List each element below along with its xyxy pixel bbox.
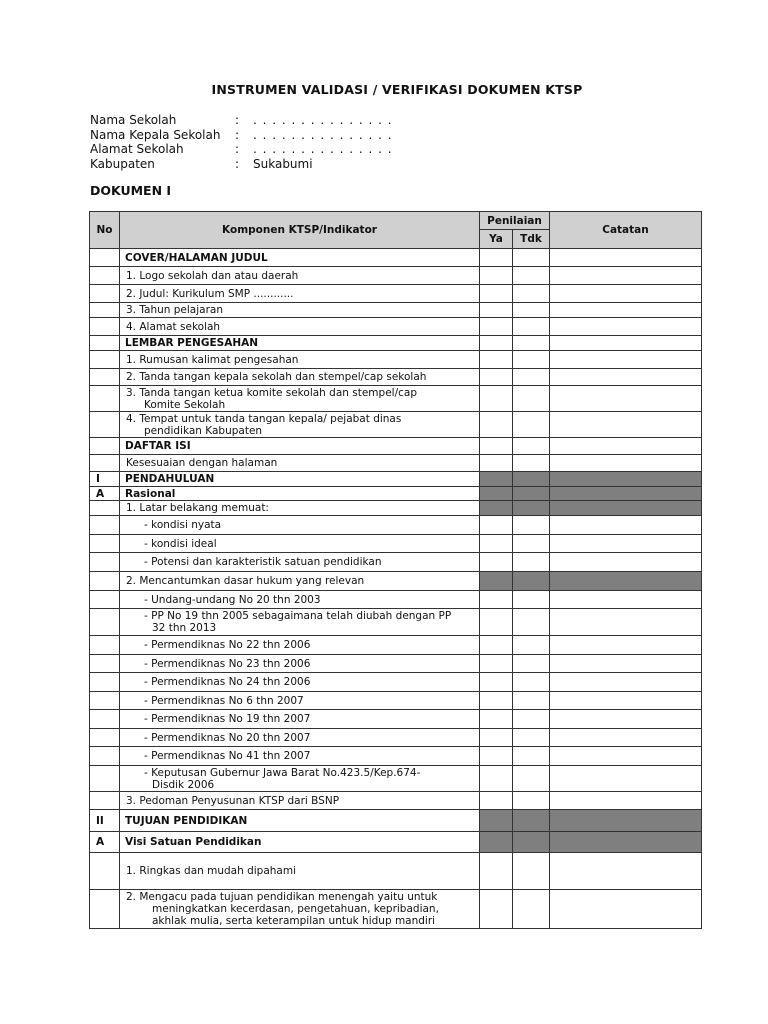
row-number — [90, 267, 120, 285]
indicator-cell — [120, 267, 480, 285]
indicator-text: 4. Alamat sekolah — [126, 320, 221, 333]
ya-cell[interactable] — [480, 351, 513, 369]
catatan-cell[interactable] — [550, 303, 702, 318]
ya-cell[interactable] — [480, 591, 513, 609]
table-row — [90, 853, 702, 890]
table-row — [90, 386, 702, 412]
row-number: I — [90, 472, 120, 487]
table-row — [90, 572, 702, 591]
indicator-text: - Potensi dan karakteristik satuan pendidikan — [144, 556, 382, 568]
table-row — [90, 303, 702, 318]
row-number: A — [90, 487, 120, 501]
row-number — [90, 692, 120, 710]
tdk-cell[interactable] — [513, 249, 550, 267]
row-number — [90, 516, 120, 535]
catatan-cell[interactable] — [550, 438, 702, 455]
indicator-cell — [120, 438, 480, 455]
row-number: II — [90, 810, 120, 832]
ya-cell[interactable] — [480, 472, 513, 487]
tdk-cell[interactable] — [513, 303, 550, 318]
row-number — [90, 655, 120, 673]
catatan-cell[interactable] — [550, 535, 702, 553]
table-row — [90, 249, 702, 267]
row-number — [90, 336, 120, 351]
indicator-text: 2. Tanda tangan kepala sekolah dan stempel/cap sekolah — [126, 371, 427, 383]
table-row — [90, 336, 702, 351]
catatan-cell[interactable] — [550, 285, 702, 303]
ya-cell[interactable] — [480, 832, 513, 853]
tdk-cell[interactable] — [513, 792, 550, 810]
ya-cell[interactable] — [480, 336, 513, 351]
table-row — [90, 285, 702, 303]
table-row — [90, 369, 702, 386]
indicator-text: - Permendiknas No 22 thn 2006 — [144, 639, 311, 651]
indicator-text: 3. Tahun pelajaran — [126, 304, 224, 316]
table-row — [90, 692, 702, 710]
tdk-cell[interactable] — [513, 535, 550, 553]
info-colon: : — [235, 156, 240, 171]
ya-cell[interactable] — [480, 747, 513, 766]
row-number — [90, 438, 120, 455]
row-number — [90, 792, 120, 810]
tdk-cell[interactable] — [513, 692, 550, 710]
indicator-text: akhlak mulia, serta keterampilan untuk hidup mandiri — [152, 915, 436, 927]
indicator-cell — [120, 890, 480, 929]
catatan-cell[interactable] — [550, 369, 702, 386]
row-number — [90, 535, 120, 553]
table-row — [90, 890, 702, 929]
row-number — [90, 303, 120, 318]
tdk-cell[interactable] — [513, 890, 550, 929]
row-number — [90, 249, 120, 267]
indicator-cell — [120, 249, 480, 267]
tdk-cell[interactable] — [513, 267, 550, 285]
tdk-cell[interactable] — [513, 747, 550, 766]
ya-cell[interactable] — [480, 572, 513, 591]
indicator-text: - kondisi nyata — [144, 519, 222, 531]
table-row — [90, 318, 702, 336]
row-number: A — [90, 832, 120, 853]
ya-cell[interactable] — [480, 729, 513, 747]
catatan-cell[interactable] — [550, 747, 702, 766]
catatan-cell[interactable] — [550, 792, 702, 810]
indicator-cell — [120, 729, 480, 747]
table-row — [90, 438, 702, 455]
ya-cell[interactable] — [480, 655, 513, 673]
catatan-cell[interactable] — [550, 710, 702, 729]
indicator-cell — [120, 710, 480, 729]
indicator-cell — [120, 369, 480, 386]
table-row — [90, 655, 702, 673]
table-row — [90, 487, 702, 501]
catatan-cell[interactable] — [550, 655, 702, 673]
tdk-cell[interactable] — [513, 386, 550, 412]
tdk-cell[interactable] — [513, 285, 550, 303]
tdk-cell[interactable] — [513, 766, 550, 792]
indicator-text: 1. Latar belakang memuat: — [126, 502, 269, 514]
catatan-cell[interactable] — [550, 516, 702, 535]
info-row — [90, 113, 393, 128]
indicator-cell — [120, 673, 480, 692]
tdk-cell[interactable] — [513, 472, 550, 487]
info-colon: : — [235, 127, 240, 142]
indicator-text: Visi Satuan Pendidikan — [125, 836, 262, 848]
indicator-cell — [120, 609, 480, 636]
row-number — [90, 853, 120, 890]
header-no: No — [90, 212, 120, 249]
indicator-cell — [120, 853, 480, 890]
indicator-text: - Permendiknas No 23 thn 2006 — [144, 657, 311, 670]
ya-cell[interactable] — [480, 853, 513, 890]
indicator-cell — [120, 516, 480, 535]
indicator-cell — [120, 553, 480, 572]
catatan-cell[interactable] — [550, 609, 702, 636]
catatan-cell[interactable] — [550, 729, 702, 747]
table-row — [90, 501, 702, 516]
indicator-text: - Permendiknas No 20 thn 2007 — [144, 731, 311, 744]
tdk-cell[interactable] — [513, 487, 550, 501]
header-ya: Ya — [480, 230, 513, 249]
ya-cell[interactable] — [480, 285, 513, 303]
info-label: Kabupaten — [90, 156, 155, 171]
indicator-text: - Permendiknas No 19 thn 2007 — [144, 713, 311, 725]
tdk-cell[interactable] — [513, 369, 550, 386]
tdk-cell[interactable] — [513, 318, 550, 336]
info-value: . . . . . . . . . . . . . . . — [253, 113, 393, 127]
indicator-cell — [120, 285, 480, 303]
indicator-cell — [120, 303, 480, 318]
tdk-cell[interactable] — [513, 710, 550, 729]
table-row — [90, 535, 702, 553]
ya-cell[interactable] — [480, 535, 513, 553]
indicator-text: 2. Mencantumkan dasar hukum yang relevan — [126, 575, 365, 587]
indicator-text: 2. Judul: Kurikulum SMP ............ — [126, 287, 294, 300]
ya-cell[interactable] — [480, 673, 513, 692]
row-number — [90, 710, 120, 729]
tdk-cell[interactable] — [513, 729, 550, 747]
indicator-text: - PP No 19 thn 2005 sebagaimana telah diubah dengan PP — [144, 610, 452, 622]
ya-cell[interactable] — [480, 553, 513, 572]
table-row — [90, 673, 702, 692]
indicator-cell — [120, 810, 480, 832]
info-colon: : — [235, 113, 240, 127]
indicator-cell — [120, 747, 480, 766]
tdk-cell[interactable] — [513, 655, 550, 673]
indicator-cell — [120, 501, 480, 516]
tdk-cell[interactable] — [513, 412, 550, 438]
catatan-cell[interactable] — [550, 455, 702, 472]
catatan-cell[interactable] — [550, 472, 702, 487]
indicator-cell — [120, 591, 480, 609]
indicator-cell — [120, 792, 480, 810]
header-catatan: Catatan — [550, 212, 702, 249]
indicator-cell — [120, 655, 480, 673]
catatan-cell[interactable] — [550, 853, 702, 890]
indicator-cell — [120, 572, 480, 591]
ya-cell[interactable] — [480, 267, 513, 285]
tdk-cell[interactable] — [513, 832, 550, 853]
ya-cell[interactable] — [480, 455, 513, 472]
row-number — [90, 609, 120, 636]
row-number — [90, 553, 120, 572]
indicator-text: 3. Tanda tangan ketua komite sekolah dan stempel/cap — [126, 386, 417, 399]
indicator-text: - Undang-undang No 20 thn 2003 — [144, 593, 321, 606]
indicator-text: 1. Ringkas dan mudah dipahami — [126, 865, 297, 877]
ya-cell[interactable] — [480, 766, 513, 792]
tdk-cell[interactable] — [513, 438, 550, 455]
ya-cell[interactable] — [480, 412, 513, 438]
table-row — [90, 553, 702, 572]
row-number — [90, 729, 120, 747]
table-row — [90, 832, 702, 853]
school-info-block — [90, 113, 393, 171]
tdk-cell[interactable] — [513, 609, 550, 636]
row-number — [90, 412, 120, 438]
table-row — [90, 472, 702, 487]
catatan-cell[interactable] — [550, 386, 702, 412]
tdk-cell[interactable] — [513, 591, 550, 609]
header-tdk: Tdk — [513, 230, 550, 249]
table-row — [90, 766, 702, 792]
info-label: Alamat Sekolah — [90, 142, 184, 156]
row-number — [90, 501, 120, 516]
indicator-text: 32 thn 2013 — [152, 622, 217, 634]
catatan-cell[interactable] — [550, 267, 702, 285]
catatan-cell[interactable] — [550, 692, 702, 710]
table-row — [90, 516, 702, 535]
table-row — [90, 412, 702, 438]
catatan-cell[interactable] — [550, 673, 702, 692]
indicator-text: - Permendiknas No 24 thn 2006 — [144, 676, 311, 688]
catatan-cell[interactable] — [550, 766, 702, 792]
tdk-cell[interactable] — [513, 455, 550, 472]
indicator-cell — [120, 455, 480, 472]
ya-cell[interactable] — [480, 369, 513, 386]
ya-cell[interactable] — [480, 890, 513, 929]
ya-cell[interactable] — [480, 692, 513, 710]
row-number — [90, 747, 120, 766]
info-colon: : — [235, 142, 240, 156]
indicator-text: COVER/HALAMAN JUDUL — [125, 251, 268, 264]
row-number — [90, 455, 120, 472]
ya-cell[interactable] — [480, 609, 513, 636]
section-heading: DOKUMEN I — [90, 183, 172, 198]
indicator-text: 1. Logo sekolah dan atau daerah — [126, 269, 299, 282]
indicator-text: Rasional — [125, 487, 176, 500]
info-value: . . . . . . . . . . . . . . . — [253, 127, 393, 142]
catatan-cell[interactable] — [550, 249, 702, 267]
indicator-text: pendidikan Kabupaten — [144, 424, 263, 437]
table-row — [90, 636, 702, 655]
header-penilaian: Penilaian — [480, 212, 550, 230]
indicator-text: 4. Tempat untuk tanda tangan kepala/ pejabat dinas — [126, 412, 402, 425]
indicator-cell — [120, 766, 480, 792]
table-row — [90, 747, 702, 766]
catatan-cell[interactable] — [550, 890, 702, 929]
validation-table — [89, 211, 702, 929]
catatan-cell[interactable] — [550, 636, 702, 655]
indicator-text: LEMBAR PENGESAHAN — [125, 337, 259, 349]
table-row — [90, 455, 702, 472]
indicator-text: - Keputusan Gubernur Jawa Barat No.423.5/Kep.674- — [144, 766, 421, 779]
indicator-text: Kesesuaian dengan halaman — [126, 457, 278, 469]
indicator-text: 2. Mengacu pada tujuan pendidikan menengah yaitu untuk — [126, 891, 438, 903]
document-title: INSTRUMEN VALIDASI / VERIFIKASI DOKUMEN KTSP — [211, 82, 583, 97]
ya-cell[interactable] — [480, 303, 513, 318]
indicator-cell — [120, 636, 480, 655]
indicator-cell — [120, 412, 480, 438]
header-komponen: Komponen KTSP/Indikator — [120, 212, 480, 249]
indicator-cell — [120, 832, 480, 853]
catatan-cell[interactable] — [550, 412, 702, 438]
indicator-text: - Permendiknas No 41 thn 2007 — [144, 750, 311, 762]
tdk-cell[interactable] — [513, 336, 550, 351]
ya-cell[interactable] — [480, 710, 513, 729]
indicator-cell — [120, 336, 480, 351]
catatan-cell[interactable] — [550, 553, 702, 572]
ya-cell[interactable] — [480, 501, 513, 516]
indicator-text: TUJUAN PENDIDIKAN — [125, 814, 248, 827]
indicator-text: Disdik 2006 — [152, 778, 215, 791]
info-value: Sukabumi — [253, 156, 313, 171]
row-number — [90, 285, 120, 303]
row-number — [90, 636, 120, 655]
info-value: . . . . . . . . . . . . . . . — [253, 142, 393, 156]
row-number — [90, 572, 120, 591]
ya-cell[interactable] — [480, 636, 513, 655]
tdk-cell[interactable] — [513, 810, 550, 832]
ya-cell[interactable] — [480, 249, 513, 267]
indicator-cell — [120, 472, 480, 487]
ya-cell[interactable] — [480, 438, 513, 455]
catatan-cell[interactable] — [550, 832, 702, 853]
row-number — [90, 386, 120, 412]
table-row — [90, 609, 702, 636]
indicator-cell — [120, 535, 480, 553]
row-number — [90, 766, 120, 792]
row-number — [90, 890, 120, 929]
tdk-cell[interactable] — [513, 516, 550, 535]
table-row — [90, 267, 702, 285]
table-row — [90, 729, 702, 747]
tdk-cell[interactable] — [513, 853, 550, 890]
info-label: Nama Sekolah — [90, 113, 177, 127]
info-row — [90, 157, 393, 172]
indicator-text: - kondisi ideal — [144, 537, 217, 550]
catatan-cell[interactable] — [550, 336, 702, 351]
indicator-text: meningkatkan kecerdasan, pengetahuan, kepribadian, — [152, 903, 439, 915]
row-number — [90, 591, 120, 609]
ya-cell[interactable] — [480, 318, 513, 336]
catatan-cell[interactable] — [550, 591, 702, 609]
catatan-cell[interactable] — [550, 487, 702, 501]
row-number — [90, 673, 120, 692]
ya-cell[interactable] — [480, 792, 513, 810]
catatan-cell[interactable] — [550, 501, 702, 516]
row-number — [90, 369, 120, 386]
row-number — [90, 351, 120, 369]
indicator-text: PENDAHULUAN — [125, 473, 215, 485]
table-row — [90, 792, 702, 810]
indicator-text: 3. Pedoman Penyusunan KTSP dari BSNP — [126, 794, 340, 807]
indicator-text: - Permendiknas No 6 thn 2007 — [144, 694, 304, 707]
indicator-cell — [120, 318, 480, 336]
tdk-cell[interactable] — [513, 553, 550, 572]
row-number — [90, 318, 120, 336]
indicator-cell — [120, 351, 480, 369]
tdk-cell[interactable] — [513, 673, 550, 692]
ya-cell[interactable] — [480, 487, 513, 501]
catatan-cell[interactable] — [550, 810, 702, 832]
table-row — [90, 351, 702, 369]
tdk-cell[interactable] — [513, 501, 550, 516]
info-row — [90, 142, 393, 157]
table-row — [90, 710, 702, 729]
indicator-cell — [120, 692, 480, 710]
indicator-text: 1. Rumusan kalimat pengesahan — [126, 353, 299, 366]
indicator-cell — [120, 487, 480, 501]
tdk-cell[interactable] — [513, 351, 550, 369]
info-row — [90, 128, 393, 143]
ya-cell[interactable] — [480, 810, 513, 832]
catatan-cell[interactable] — [550, 572, 702, 591]
ya-cell[interactable] — [480, 386, 513, 412]
catatan-cell[interactable] — [550, 318, 702, 336]
ya-cell[interactable] — [480, 516, 513, 535]
indicator-cell — [120, 386, 480, 412]
table-row — [90, 591, 702, 609]
tdk-cell[interactable] — [513, 572, 550, 591]
indicator-text: DAFTAR ISI — [125, 440, 191, 452]
table-row — [90, 810, 702, 832]
catatan-cell[interactable] — [550, 351, 702, 369]
indicator-text: Komite Sekolah — [144, 398, 226, 411]
tdk-cell[interactable] — [513, 636, 550, 655]
info-label: Nama Kepala Sekolah — [90, 127, 221, 142]
